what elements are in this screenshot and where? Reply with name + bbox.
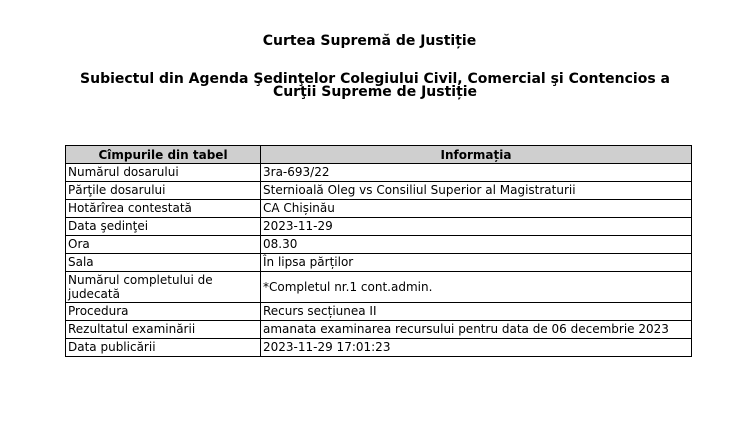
table-row [66,200,692,218]
column-header-fields: Cîmpurile din tabel [66,146,261,164]
field-value: 08.30 [261,236,692,254]
field-label: Sala [66,254,261,272]
field-value: amanata examinarea recursului pentru data de 06 decembrie 2023 [261,321,692,339]
table-row [66,218,692,236]
table-row [66,303,692,321]
field-label: Procedura [66,303,261,321]
field-value: CA Chișinău [261,200,692,218]
field-label: Data şedinţei [66,218,261,236]
case-info-table [65,145,692,357]
table-row [66,321,692,339]
field-value: 2023-11-29 [261,218,692,236]
field-value: În lipsa părților [261,254,692,272]
field-label: Părţile dosarului [66,182,261,200]
field-label: Hotărîrea contestată [66,200,261,218]
field-label: Ora [66,236,261,254]
field-label: Numărul completului de judecată [66,272,261,303]
field-value: 2023-11-29 17:01:23 [261,339,692,357]
table-row [66,236,692,254]
field-value: 3ra-693/22 [261,164,692,182]
field-value: Sternioală Oleg vs Consiliul Superior al Magistraturii [261,182,692,200]
table-row [66,182,692,200]
table-row [66,272,692,303]
table-row [66,164,692,182]
table-row [66,339,692,357]
field-label: Numărul dosarului [66,164,261,182]
field-label: Rezultatul examinării [66,321,261,339]
field-value: Recurs secțiunea II [261,303,692,321]
column-header-information: Informația [261,146,692,164]
field-value: *Completul nr.1 cont.admin. [261,272,692,303]
table-header-row [66,146,692,164]
field-label: Data publicării [66,339,261,357]
court-title: Curtea Supremă de Justiție [262,33,477,49]
agenda-subject-title: Subiectul din Agenda Şedinţelor Colegiului Civil, Comercial şi Contencios a Curţii Supreme de Justiție [80,71,670,100]
table-row [66,254,692,272]
